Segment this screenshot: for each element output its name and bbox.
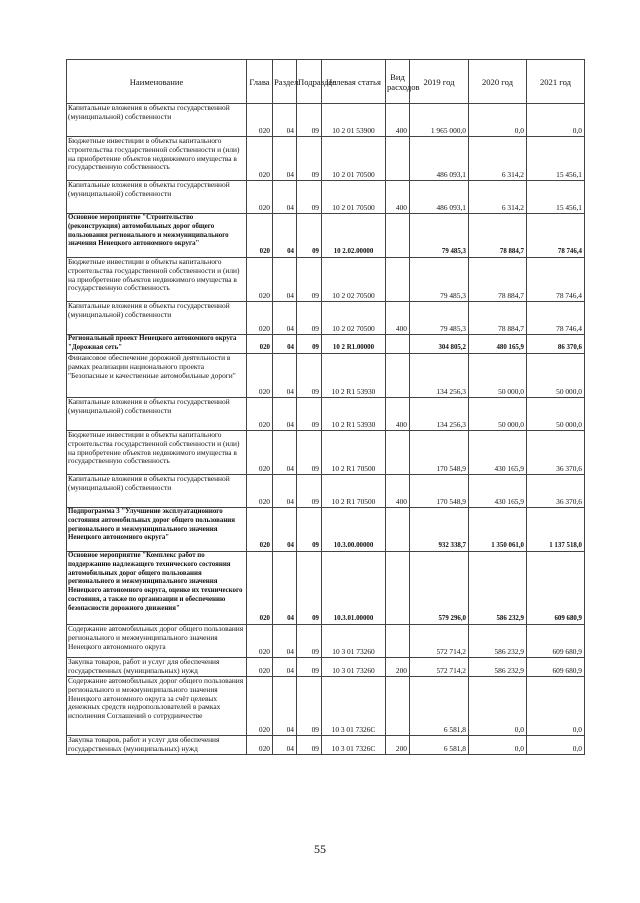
table-row xyxy=(67,625,585,658)
row-tselevaya: 10 2 R1 70500 xyxy=(322,475,386,508)
row-name: Капитальные вложения в объекты государственной (муниципальной) собственности xyxy=(67,475,247,508)
row-2019: 932 338,7 xyxy=(410,508,469,552)
row-glava: 020 xyxy=(247,104,273,137)
row-glava: 020 xyxy=(247,214,273,258)
header-2019: 2019 год xyxy=(410,60,469,104)
table-row xyxy=(67,335,585,354)
row-razdel: 04 xyxy=(273,736,297,755)
row-podrazdel: 09 xyxy=(297,398,322,431)
row-razdel: 04 xyxy=(273,214,297,258)
row-podrazdel: 09 xyxy=(297,658,322,677)
row-vid: 200 xyxy=(386,736,410,755)
row-2020: 586 232,9 xyxy=(469,552,527,625)
row-tselevaya: 10 2 R1 53930 xyxy=(322,354,386,398)
row-razdel: 04 xyxy=(273,552,297,625)
row-2019: 6 581,8 xyxy=(410,677,469,736)
row-name: Основное мероприятие "Комплекс работ по поддержанию надлежащего технического состояния автомобильных дорог общего пользования регионального и межмуниципального значения Ненецкого автономного округа, оценке их технического состояния, а также по организации и обеспечению безопасности дорожного движения" xyxy=(67,552,247,625)
budget-table xyxy=(66,59,585,755)
row-tselevaya: 10 3 01 7326С xyxy=(322,736,386,755)
row-vid: 200 xyxy=(386,658,410,677)
row-podrazdel: 09 xyxy=(297,736,322,755)
row-name: Бюджетные инвестиции в объекты капитального строительства государственной собственности и (или) на приобретение объектов недвижимого имущества в государственную собственность xyxy=(67,258,247,302)
row-2020: 0,0 xyxy=(469,736,527,755)
row-2020: 78 884,7 xyxy=(469,214,527,258)
row-vid xyxy=(386,552,410,625)
row-vid xyxy=(386,354,410,398)
row-2019: 79 485,3 xyxy=(410,214,469,258)
row-2021: 50 000,0 xyxy=(527,354,585,398)
row-tselevaya: 10 2 02 70500 xyxy=(322,302,386,335)
row-glava: 020 xyxy=(247,335,273,354)
row-2019: 170 548,9 xyxy=(410,431,469,475)
row-2021: 78 746,4 xyxy=(527,302,585,335)
row-podrazdel: 09 xyxy=(297,475,322,508)
row-podrazdel: 09 xyxy=(297,552,322,625)
row-name: Капитальные вложения в объекты государственной (муниципальной) собственности xyxy=(67,104,247,137)
row-name: Содержание автомобильных дорог общего пользования регионального и межмуниципального значения Ненецкого автономного округа за счёт целевых денежных средств недропользователей в рамках исполнения Соглашений о сотрудничестве xyxy=(67,677,247,736)
table-row xyxy=(67,104,585,137)
row-2020: 0,0 xyxy=(469,104,527,137)
row-name: Капитальные вложения в объекты государственной (муниципальной) собственности xyxy=(67,398,247,431)
row-razdel: 04 xyxy=(273,475,297,508)
row-glava: 020 xyxy=(247,258,273,302)
row-razdel: 04 xyxy=(273,625,297,658)
row-2021: 609 680,9 xyxy=(527,658,585,677)
row-2020: 430 165,9 xyxy=(469,431,527,475)
row-2019: 6 581,8 xyxy=(410,736,469,755)
header-vid: Вид расходов xyxy=(386,60,410,104)
row-glava: 020 xyxy=(247,431,273,475)
row-name: Бюджетные инвестиции в объекты капитального строительства государственной собственности и (или) на приобретение объектов недвижимого имущества в государственную собственность xyxy=(67,431,247,475)
table-row xyxy=(67,736,585,755)
header-razdel: Раздел xyxy=(273,60,297,104)
row-razdel: 04 xyxy=(273,104,297,137)
header-name: Наименование xyxy=(67,60,247,104)
row-vid: 400 xyxy=(386,104,410,137)
row-vid xyxy=(386,335,410,354)
row-tselevaya: 10 2 R1 70500 xyxy=(322,431,386,475)
header-2021: 2021 год xyxy=(527,60,585,104)
row-name: Закупка товаров, работ и услуг для обеспечения государственных (муниципальных) нужд xyxy=(67,658,247,677)
row-razdel: 04 xyxy=(273,335,297,354)
row-name: Региональный проект Ненецкого автономного округа "Дорожная сеть" xyxy=(67,335,247,354)
row-2020: 6 314,2 xyxy=(469,137,527,181)
table-row xyxy=(67,181,585,214)
row-podrazdel: 09 xyxy=(297,335,322,354)
row-name: Капитальные вложения в объекты государственной (муниципальной) собственности xyxy=(67,302,247,335)
row-podrazdel: 09 xyxy=(297,214,322,258)
row-2021: 0,0 xyxy=(527,104,585,137)
row-name: Подпрограмма 3 "Улучшение эксплуатационного состояния автомобильных дорог общего пользования регионального и межмуниципального значения Ненецкого автономного округа" xyxy=(67,508,247,552)
row-2019: 579 296,0 xyxy=(410,552,469,625)
row-vid: 400 xyxy=(386,475,410,508)
row-2021: 78 746,4 xyxy=(527,214,585,258)
row-glava: 020 xyxy=(247,552,273,625)
row-2021: 0,0 xyxy=(527,736,585,755)
row-podrazdel: 09 xyxy=(297,258,322,302)
row-tselevaya: 10 3 01 73260 xyxy=(322,625,386,658)
row-tselevaya: 10 2 01 53900 xyxy=(322,104,386,137)
row-2020: 0,0 xyxy=(469,677,527,736)
row-podrazdel: 09 xyxy=(297,181,322,214)
row-2019: 304 805,2 xyxy=(410,335,469,354)
row-tselevaya: 10.3.00.00000 xyxy=(322,508,386,552)
row-2021: 0,0 xyxy=(527,677,585,736)
row-2020: 78 884,7 xyxy=(469,258,527,302)
row-tselevaya: 10 2 R1 53930 xyxy=(322,398,386,431)
row-2021: 15 456,1 xyxy=(527,137,585,181)
row-2019: 1 965 000,0 xyxy=(410,104,469,137)
row-2019: 486 093,1 xyxy=(410,137,469,181)
row-name: Бюджетные инвестиции в объекты капитального строительства государственной собственности и (или) на приобретение объектов недвижимого имущества в государственную собственность xyxy=(67,137,247,181)
row-2021: 50 000,0 xyxy=(527,398,585,431)
row-podrazdel: 09 xyxy=(297,137,322,181)
row-2020: 78 884,7 xyxy=(469,302,527,335)
row-2020: 1 350 061,0 xyxy=(469,508,527,552)
row-2021: 1 137 518,0 xyxy=(527,508,585,552)
row-razdel: 04 xyxy=(273,137,297,181)
row-tselevaya: 10 2 R1.00000 xyxy=(322,335,386,354)
table-row xyxy=(67,508,585,552)
table-row xyxy=(67,658,585,677)
row-2019: 572 714,2 xyxy=(410,658,469,677)
row-name: Закупка товаров, работ и услуг для обеспечения государственных (муниципальных) нужд xyxy=(67,736,247,755)
row-tselevaya: 10 2.02.00000 xyxy=(322,214,386,258)
table-row xyxy=(67,677,585,736)
row-2021: 78 746,4 xyxy=(527,258,585,302)
page-number: 55 xyxy=(314,842,326,856)
row-vid xyxy=(386,625,410,658)
table-row xyxy=(67,302,585,335)
row-name: Содержание автомобильных дорог общего пользования регионального и межмуниципального значения Ненецкого автономного округа xyxy=(67,625,247,658)
row-vid xyxy=(386,508,410,552)
row-2020: 480 165,9 xyxy=(469,335,527,354)
row-name: Финансовое обеспечение дорожной деятельности в рамках реализации национального проекта "Безопасные и качественные автомобильные дороги" xyxy=(67,354,247,398)
row-razdel: 04 xyxy=(273,302,297,335)
row-glava: 020 xyxy=(247,658,273,677)
row-2021: 609 680,9 xyxy=(527,552,585,625)
row-2021: 36 370,6 xyxy=(527,475,585,508)
row-podrazdel: 09 xyxy=(297,431,322,475)
row-podrazdel: 09 xyxy=(297,302,322,335)
table-header-row xyxy=(67,60,585,104)
row-2021: 86 370,6 xyxy=(527,335,585,354)
row-glava: 020 xyxy=(247,354,273,398)
row-2020: 50 000,0 xyxy=(469,398,527,431)
header-2020: 2020 год xyxy=(469,60,527,104)
table-row xyxy=(67,398,585,431)
row-podrazdel: 09 xyxy=(297,104,322,137)
row-vid xyxy=(386,677,410,736)
row-2019: 486 093,1 xyxy=(410,181,469,214)
row-podrazdel: 09 xyxy=(297,677,322,736)
row-2021: 15 456,1 xyxy=(527,181,585,214)
table-row xyxy=(67,552,585,625)
row-2019: 134 256,3 xyxy=(410,354,469,398)
table-row xyxy=(67,431,585,475)
row-vid: 400 xyxy=(386,398,410,431)
row-2019: 134 256,3 xyxy=(410,398,469,431)
row-razdel: 04 xyxy=(273,677,297,736)
row-vid: 400 xyxy=(386,181,410,214)
row-tselevaya: 10 3 01 7326С xyxy=(322,677,386,736)
row-razdel: 04 xyxy=(273,658,297,677)
row-glava: 020 xyxy=(247,677,273,736)
row-podrazdel: 09 xyxy=(297,508,322,552)
table-row xyxy=(67,137,585,181)
row-razdel: 04 xyxy=(273,354,297,398)
row-tselevaya: 10 2 02 70500 xyxy=(322,258,386,302)
row-tselevaya: 10 3 01 73260 xyxy=(322,658,386,677)
row-podrazdel: 09 xyxy=(297,354,322,398)
row-tselevaya: 10.3.01.00000 xyxy=(322,552,386,625)
row-razdel: 04 xyxy=(273,431,297,475)
row-vid: 400 xyxy=(386,302,410,335)
row-glava: 020 xyxy=(247,181,273,214)
row-razdel: 04 xyxy=(273,258,297,302)
row-razdel: 04 xyxy=(273,181,297,214)
table-row xyxy=(67,475,585,508)
row-tselevaya: 10 2 01 70500 xyxy=(322,181,386,214)
row-name: Капитальные вложения в объекты государственной (муниципальной) собственности xyxy=(67,181,247,214)
row-glava: 020 xyxy=(247,625,273,658)
row-vid xyxy=(386,214,410,258)
row-2020: 586 232,9 xyxy=(469,658,527,677)
row-vid xyxy=(386,431,410,475)
row-razdel: 04 xyxy=(273,398,297,431)
row-2019: 170 548,9 xyxy=(410,475,469,508)
row-vid xyxy=(386,258,410,302)
header-podrazdel: Подраздел xyxy=(297,60,322,104)
table-row xyxy=(67,214,585,258)
header-glava: Глава xyxy=(247,60,273,104)
row-2020: 430 165,9 xyxy=(469,475,527,508)
row-2019: 572 714,2 xyxy=(410,625,469,658)
row-tselevaya: 10 2 01 70500 xyxy=(322,137,386,181)
row-glava: 020 xyxy=(247,475,273,508)
row-2021: 609 680,9 xyxy=(527,625,585,658)
row-razdel: 04 xyxy=(273,508,297,552)
row-2019: 79 485,3 xyxy=(410,258,469,302)
row-glava: 020 xyxy=(247,398,273,431)
row-name: Основное мероприятие "Строительство (реконструкция) автомобильных дорог общего пользования регионального и межмуниципального значения Ненецкого автономного округа" xyxy=(67,214,247,258)
header-tselevaya: Целевая статья xyxy=(322,60,386,104)
row-podrazdel: 09 xyxy=(297,625,322,658)
table-row xyxy=(67,258,585,302)
row-2019: 79 485,3 xyxy=(410,302,469,335)
row-glava: 020 xyxy=(247,508,273,552)
row-glava: 020 xyxy=(247,736,273,755)
row-glava: 020 xyxy=(247,302,273,335)
row-2020: 50 000,0 xyxy=(469,354,527,398)
row-glava: 020 xyxy=(247,137,273,181)
row-2020: 6 314,2 xyxy=(469,181,527,214)
table-row xyxy=(67,354,585,398)
row-2021: 36 370,6 xyxy=(527,431,585,475)
row-2020: 586 232,9 xyxy=(469,625,527,658)
row-vid xyxy=(386,137,410,181)
